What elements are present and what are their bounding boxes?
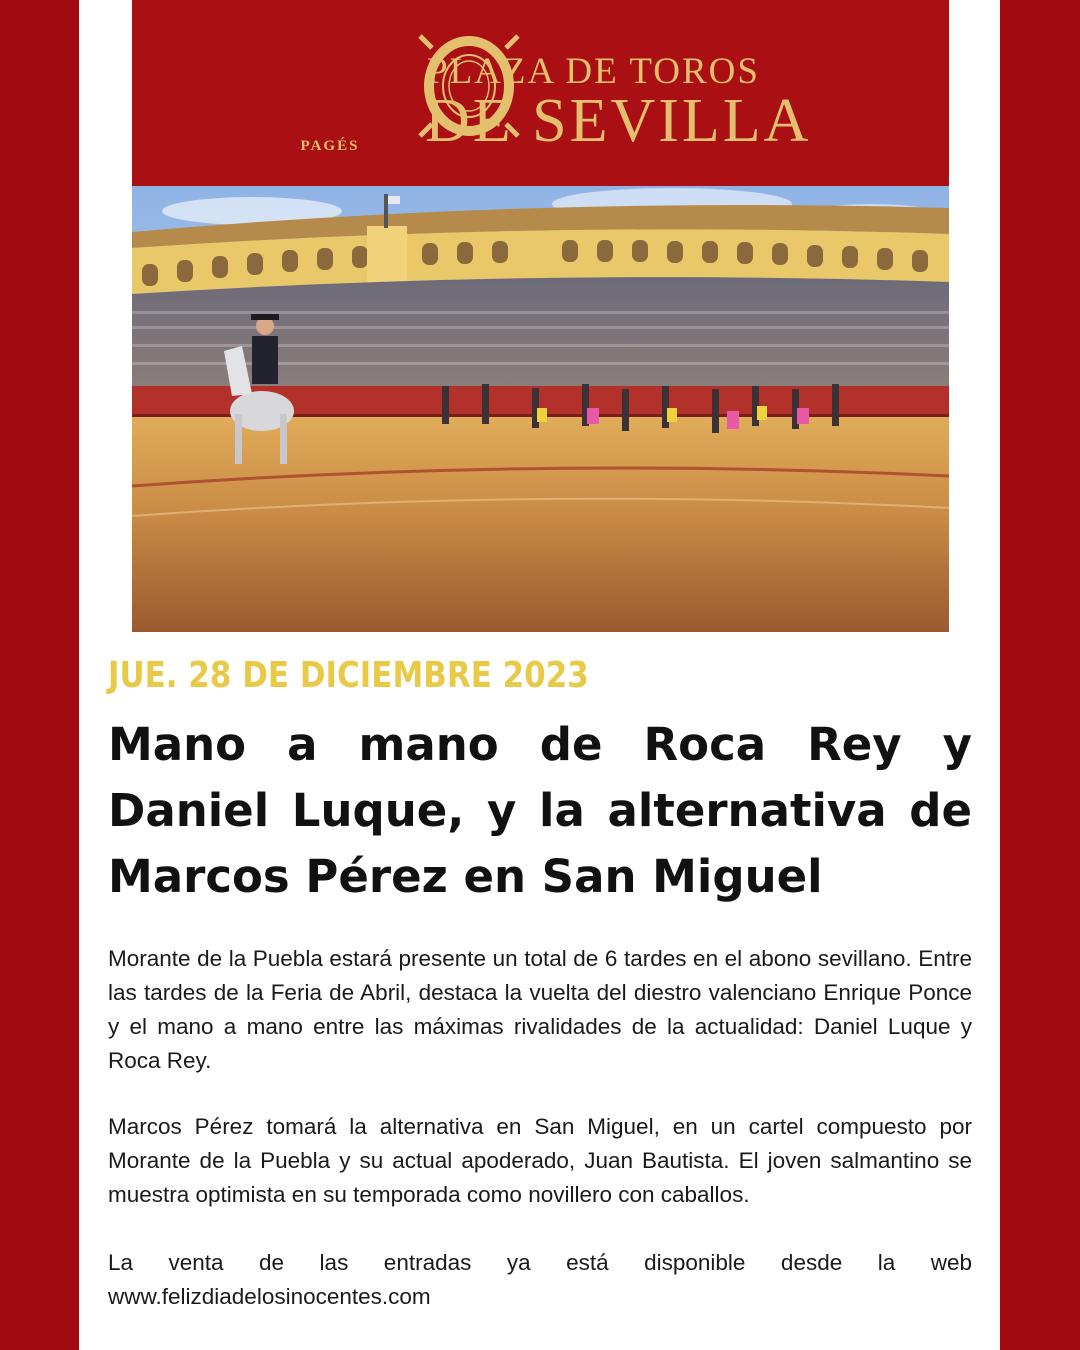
article-paragraph-1: Morante de la Puebla estará presente un total de 6 tardes en el abono sevillano. Entre las tardes de la Feria de Abril, destaca la vuelta del diestro valenciano Enrique Ponce y el mano a mano entre las máximas rivalidades de la actualidad: Daniel Luque y Roca Rey. (108, 946, 972, 1073)
logo-label: PAGÉS (300, 138, 360, 154)
event-date: JUE. 28 DE DICIEMBRE 2023 (108, 655, 589, 696)
bullring-photo (132, 186, 949, 632)
brand-title-line1: PLAZA DE TOROS (427, 51, 760, 92)
article-paragraph-3: La venta de las entradas ya está disponible desde la web www.felizdiadelosinocentes.com (108, 1250, 972, 1309)
header-banner (132, 0, 949, 186)
brand-title-line2: DE SEVILLA (425, 87, 812, 155)
article-paragraph-2: Marcos Pérez tomará la alternativa en San Miguel, en un cartel compuesto por Morante de la Puebla y su actual apoderado, Juan Bautista. El joven salmantino se muestra optimista en su temporada como novillero con caballos. (108, 1114, 972, 1207)
article-headline: Mano a mano de Roca Rey y Daniel Luque, y la alternativa de Marcos Pérez en San Miguel (108, 718, 972, 903)
